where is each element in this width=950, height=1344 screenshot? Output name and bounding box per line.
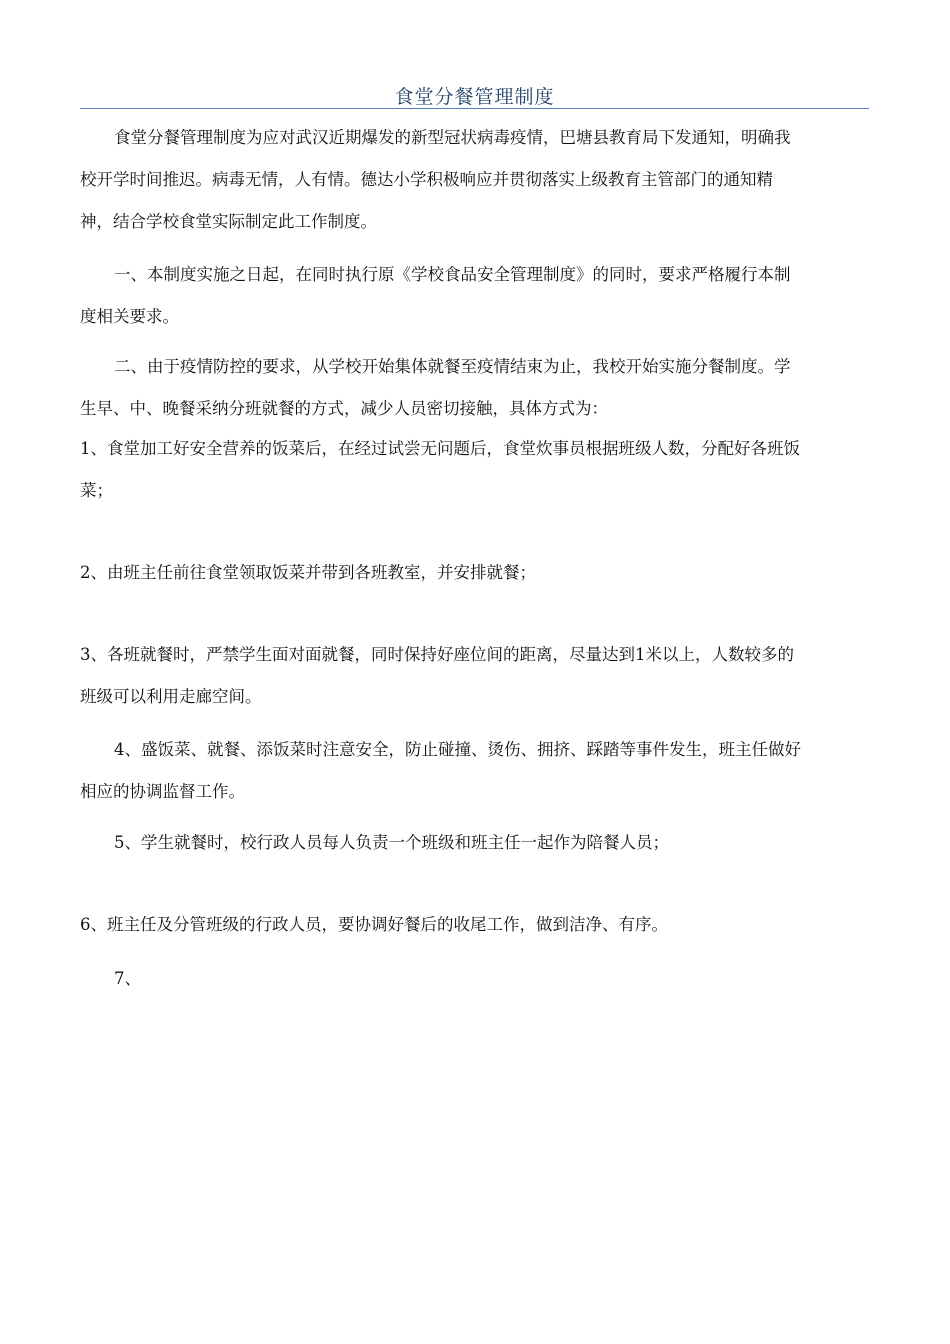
list-item-7: [80, 958, 868, 1000]
paragraph-line: 班级可以利用走廊空间。: [80, 687, 262, 706]
paragraph-line: 菜；: [80, 481, 113, 500]
paragraph-line: 度相关要求。: [80, 307, 179, 326]
document-title: 食堂分餐管理制度: [394, 86, 555, 108]
list-item-4: [80, 729, 868, 813]
paragraph-line: 2、由班主任前往食堂领取饭菜并带到各班教室，并安排就餐；: [80, 563, 536, 582]
list-item-1: [80, 428, 868, 512]
paragraph-line: 校开学时间推迟。病毒无情，人有情。德达小学积极响应并贯彻落实上级教育主管部门的通知精: [80, 170, 773, 189]
title-underline: [80, 108, 869, 109]
intro-paragraph: [80, 117, 868, 243]
paragraph-line: 7、: [114, 969, 141, 988]
list-item-2: [80, 552, 868, 594]
paragraph-line: 5、学生就餐时，校行政人员每人负责一个班级和班主任一起作为陪餐人员；: [114, 833, 669, 852]
paragraph-line: 食堂分餐管理制度为应对武汉近期爆发的新型冠状病毒疫情，巴塘县教育局下发通知，明确我: [114, 128, 791, 147]
clause-one-paragraph: [80, 254, 868, 338]
paragraph-line: 生早、中、晚餐采纳分班就餐的方式，减少人员密切接触，具体方式为：: [80, 399, 608, 418]
paragraph-line: 二、由于疫情防控的要求，从学校开始集体就餐至疫情结束为止，我校开始实施分餐制度。学: [114, 357, 791, 376]
paragraph-line: 3、各班就餐时，严禁学生面对面就餐，同时保持好座位间的距离，尽量达到1米以上，人数较多的: [80, 645, 794, 664]
paragraph-line: 6、班主任及分管班级的行政人员，要协调好餐后的收尾工作，做到洁净、有序。: [80, 915, 668, 934]
list-item-6: [80, 904, 868, 946]
paragraph-line: 相应的协调监督工作。: [80, 782, 245, 801]
list-item-5: [80, 822, 868, 864]
paragraph-line: 4、盛饭菜、就餐、添饭菜时注意安全，防止碰撞、烫伤、拥挤、踩踏等事件发生，班主任做好: [114, 740, 801, 759]
paragraph-line: 神，结合学校食堂实际制定此工作制度。: [80, 212, 377, 231]
paragraph-line: 一、本制度实施之日起，在同时执行原《学校食品安全管理制度》的同时，要求严格履行本制: [114, 265, 791, 284]
clause-two-paragraph: [80, 346, 868, 430]
paragraph-line: 1、食堂加工好安全营养的饭菜后，在经过试尝无问题后，食堂炊事员根据班级人数，分配好各班饭: [80, 439, 800, 458]
list-item-3: [80, 634, 868, 718]
